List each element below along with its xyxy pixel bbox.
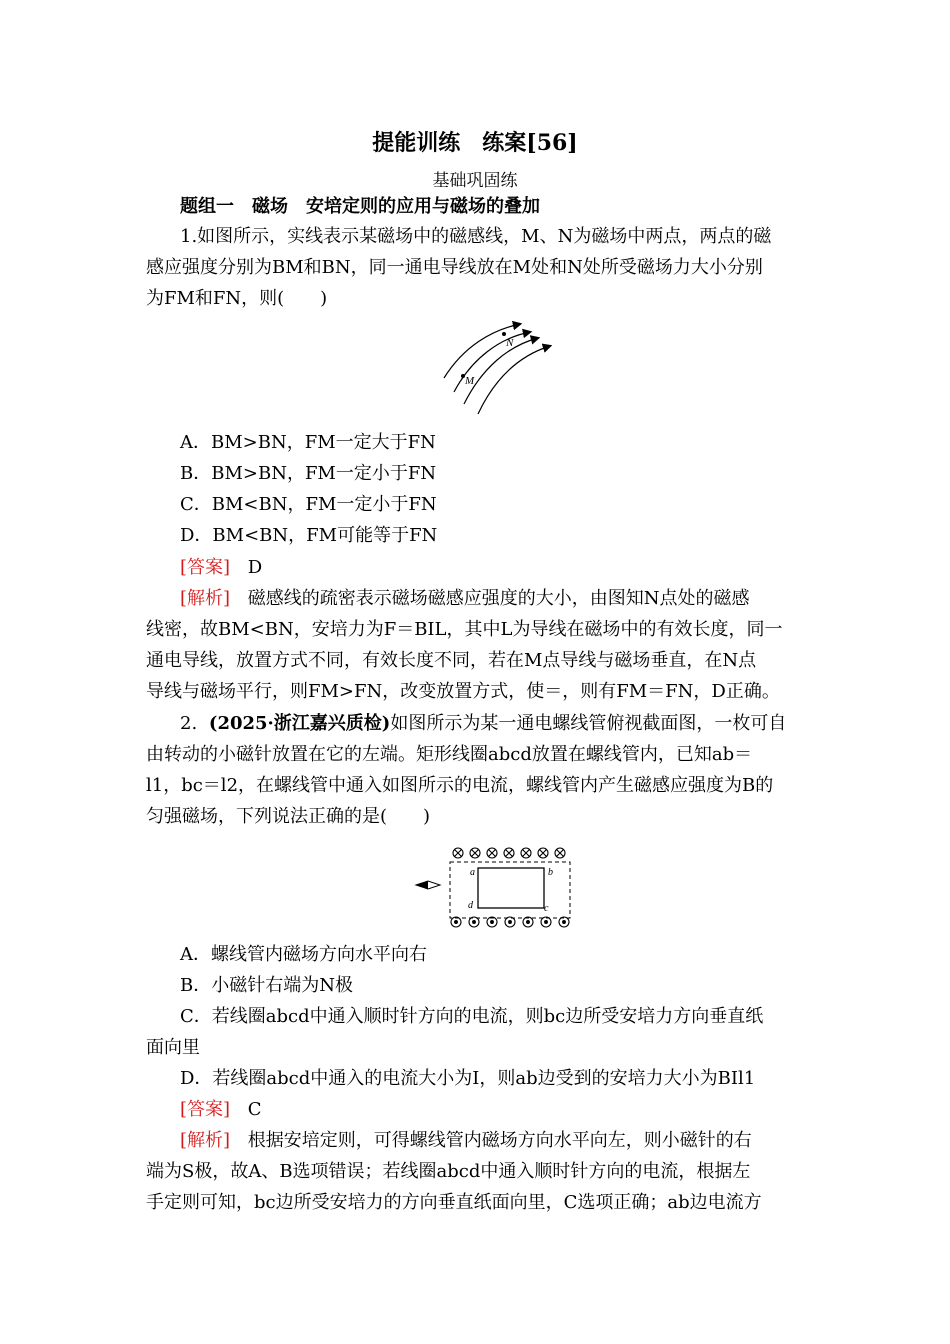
q1-answer-row bbox=[180, 557, 840, 579]
field-line bbox=[464, 338, 538, 404]
answer-value: D bbox=[247, 557, 263, 578]
q2-analysis-line-3: 手定则可知，bc边所受安培力的方向垂直纸面向里，C选项正确；ab边电流方 bbox=[146, 1192, 762, 1213]
q1-option-c: C．BM<BN，FM一定小于FN bbox=[180, 494, 437, 515]
label-m: M bbox=[465, 375, 475, 387]
label-n: N bbox=[506, 337, 514, 349]
label-d: d bbox=[468, 900, 473, 911]
q1-option-b: B．BM>BN，FM一定小于FN bbox=[180, 463, 437, 484]
current-into-page-row bbox=[453, 848, 565, 858]
coil-abcd bbox=[478, 868, 544, 908]
analysis-tag: [解析] bbox=[180, 588, 231, 609]
q2-stem-line-2: 由转动的小磁针放置在它的左端。矩形线圈abcd放置在螺线管内，已知ab＝ bbox=[146, 744, 753, 765]
q1-option-d: D．BM<BN，FM可能等于FN bbox=[180, 525, 438, 546]
point-n bbox=[502, 332, 506, 336]
q1-stem-line-3: 为FM和FN，则( ) bbox=[146, 288, 328, 309]
field-line bbox=[478, 346, 550, 414]
compass-needle bbox=[416, 881, 440, 889]
answer-tag: [答案] bbox=[180, 557, 231, 578]
q2-stem-line-4: 匀强磁场，下列说法正确的是( ) bbox=[146, 806, 431, 827]
q2-analysis-line-1 bbox=[180, 1130, 806, 1152]
q2-analysis-line-2: 端为S极，故A、B选项错误；若线圈abcd中通入顺时针方向的电流，根据左 bbox=[146, 1161, 751, 1182]
analysis-text: 磁感线的疏密表示磁场磁感应强度的大小，由图知N点处的磁感 bbox=[247, 588, 750, 609]
q1-analysis-line-3: 通电导线，放置方式不同，有效长度不同，若在M点导线与磁场垂直，在N点 bbox=[146, 650, 757, 671]
question-group-heading: 题组一 磁场 安培定则的应用与磁场的叠加 bbox=[180, 196, 540, 217]
q2-source: (2025·浙江嘉兴质检) bbox=[208, 713, 391, 734]
answer-tag: [答案] bbox=[180, 1099, 231, 1120]
page-title: 提能训练 练案[56] bbox=[372, 130, 578, 156]
q1-analysis-line-4: 导线与磁场平行，则FM>FN，改变放置方式，使＝，则有FM＝FN，D正确。 bbox=[146, 681, 780, 702]
label-b: b bbox=[548, 867, 553, 878]
magnetic-field-lines-figure bbox=[432, 316, 562, 420]
q2-option-c-line-2: 面向里 bbox=[146, 1037, 200, 1058]
q2-answer-row bbox=[180, 1099, 840, 1121]
label-c: c bbox=[544, 903, 549, 914]
q2-option-b: B．小磁针右端为N极 bbox=[180, 975, 353, 996]
analysis-text: 根据安培定则，可得螺线管内磁场方向水平向左，则小磁针的右 bbox=[247, 1130, 752, 1151]
q2-stem-text: 如图所示为某一通电螺线管俯视截面图，一枚可自 bbox=[390, 713, 787, 734]
q2-option-c-line-1: C．若线圈abcd中通入顺时针方向的电流，则bc边所受安培力方向垂直纸 bbox=[180, 1006, 764, 1027]
q2-stem-line-3: l1，bc＝l2，在螺线管中通入如图所示的电流，螺线管内产生磁感应强度为B的 bbox=[146, 775, 774, 796]
q1-stem-line-1: 1.如图所示，实线表示某磁场中的磁感线，M、N为磁场中两点，两点的磁 bbox=[180, 226, 772, 247]
analysis-tag: [解析] bbox=[180, 1130, 231, 1151]
solenoid-cross-section-figure bbox=[410, 840, 580, 932]
q2-stem-line-1 bbox=[180, 713, 806, 735]
section-subtitle: 基础巩固练 bbox=[432, 171, 518, 191]
q2-option-a: A．螺线管内磁场方向水平向右 bbox=[180, 944, 427, 965]
q1-option-a: A．BM>BN，FM一定大于FN bbox=[180, 432, 436, 453]
q2-option-d: D．若线圈abcd中通入的电流大小为I，则ab边受到的安培力大小为BIl1 bbox=[180, 1068, 756, 1089]
q2-number: 2. bbox=[180, 713, 198, 734]
q1-analysis-line-2: 线密，故BM<BN，安培力为F＝BIL，其中L为导线在磁场中的有效长度，同一 bbox=[146, 619, 783, 640]
q1-analysis-line-1 bbox=[180, 588, 806, 610]
label-a: a bbox=[470, 867, 475, 878]
current-out-of-page-row bbox=[451, 917, 569, 927]
q1-stem-line-2: 感应强度分别为BM和BN，同一通电导线放在M处和N处所受磁场力大小分别 bbox=[146, 257, 763, 278]
answer-value: C bbox=[247, 1099, 262, 1120]
